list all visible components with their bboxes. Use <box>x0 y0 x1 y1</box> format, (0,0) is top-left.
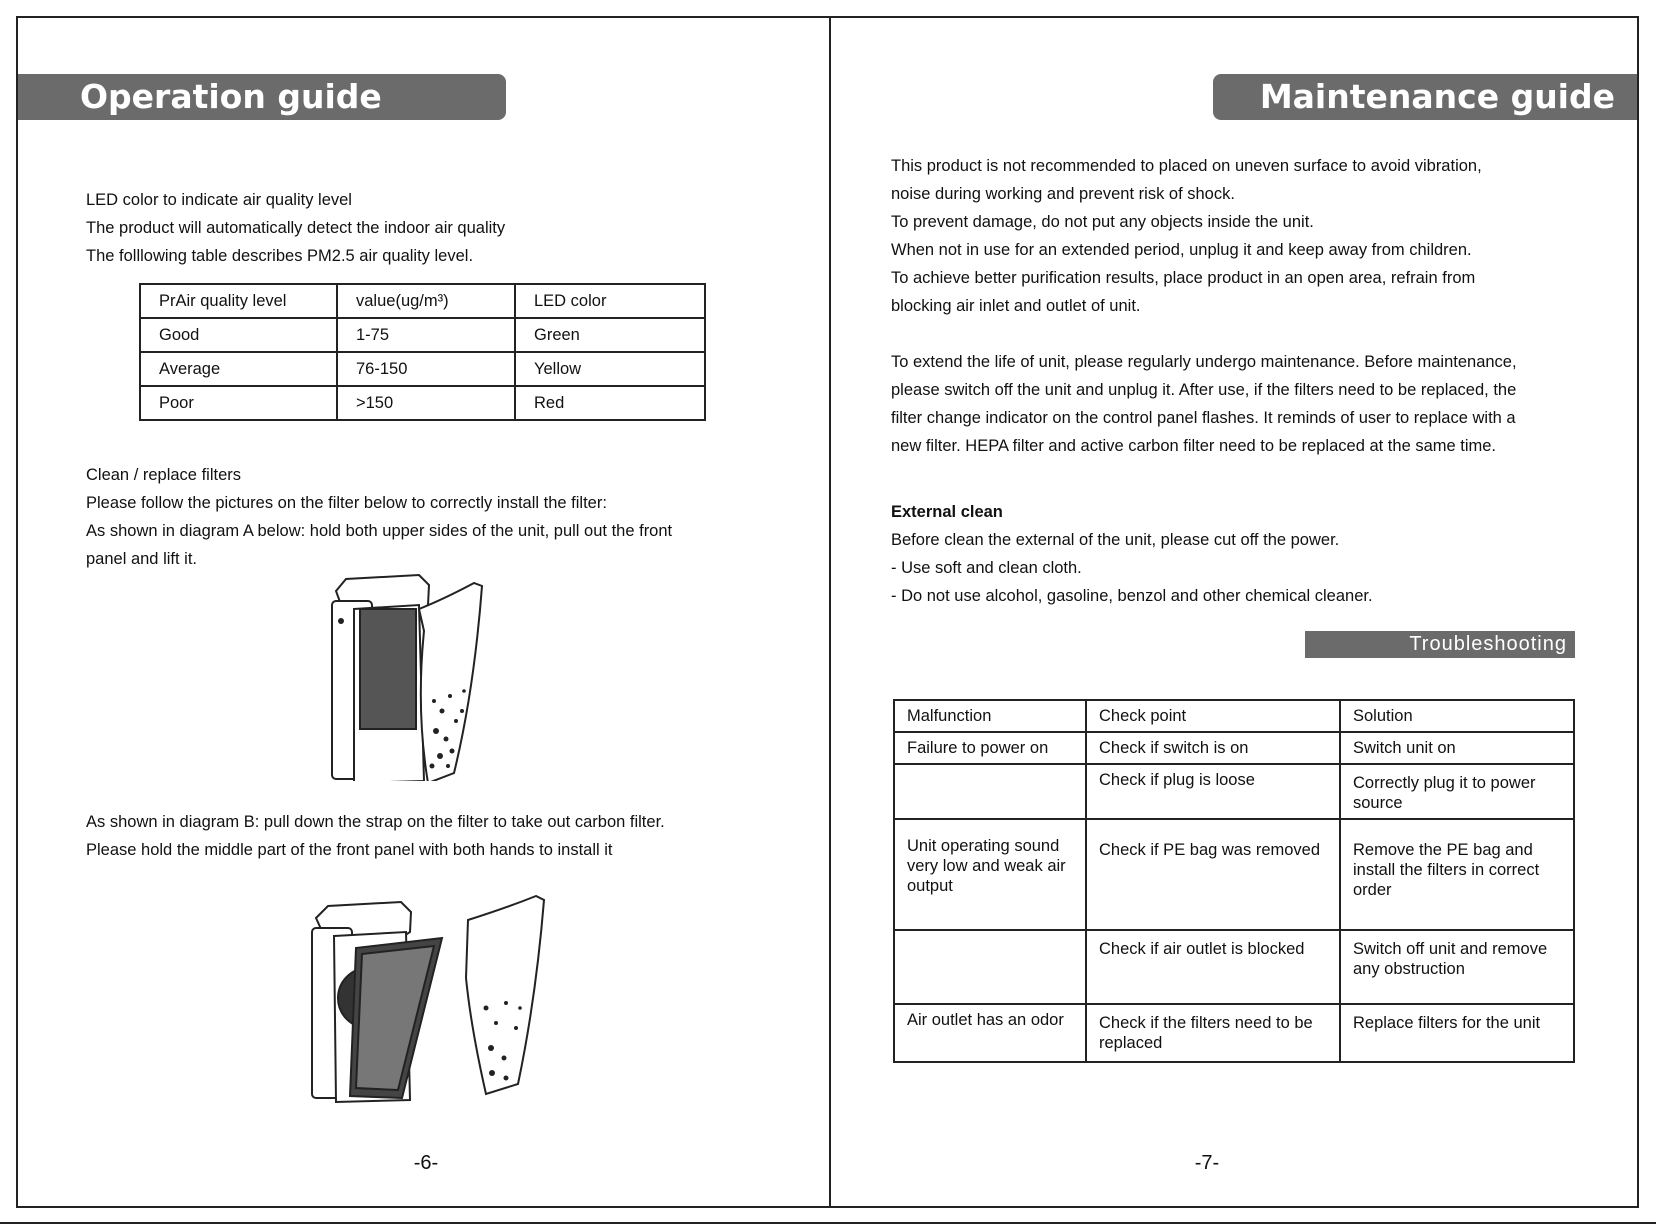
filter-instructions <box>86 461 672 573</box>
table-cell: Check if air outlet is blocked <box>1086 930 1340 1004</box>
table-header-cell: PrAir quality level <box>140 284 337 318</box>
external-clean-line: - Do not use alcohol, gasoline, benzol and other chemical cleaner. <box>891 587 1373 605</box>
table-cell: Poor <box>140 386 337 420</box>
left-page <box>16 16 831 1208</box>
table-cell: Replace filters for the unit <box>1340 1004 1574 1062</box>
maintenance-line: please switch off the unit and unplug it. After use, if the filters need to be replaced, the <box>891 381 1517 399</box>
table-row <box>140 352 705 386</box>
table-cell: Correctly plug it to power source <box>1340 764 1574 819</box>
table-row <box>894 819 1574 930</box>
table-header-cell: LED color <box>515 284 705 318</box>
table-cell: Remove the PE bag and install the filters in correct order <box>1340 819 1574 930</box>
table-cell: >150 <box>337 386 515 420</box>
maintenance-paragraph <box>891 348 1517 460</box>
air-quality-table <box>139 283 706 421</box>
table-cell <box>894 764 1086 819</box>
filter-line: Please follow the pictures on the filter below to correctly install the filter: <box>86 494 607 512</box>
intro-line: blocking air inlet and outlet of unit. <box>891 297 1141 315</box>
diagram-b-instructions <box>86 808 665 864</box>
table-cell <box>894 930 1086 1004</box>
table-row <box>894 1004 1574 1062</box>
table-header-row <box>140 284 705 318</box>
table-row <box>140 318 705 352</box>
external-clean-section <box>891 498 1373 610</box>
intro-line: When not in use for an extended period, unplug it and keep away from children. <box>891 241 1472 259</box>
filter-line: As shown in diagram A below: hold both upper sides of the unit, pull out the front <box>86 522 673 540</box>
table-header-cell: value(ug/m³) <box>337 284 515 318</box>
intro-line: To prevent damage, do not put any objects inside the unit. <box>891 213 1314 231</box>
intro-line: noise during working and prevent risk of shock. <box>891 185 1235 203</box>
table-cell: 76-150 <box>337 352 515 386</box>
table-cell: Yellow <box>515 352 705 386</box>
table-cell: Switch unit on <box>1340 732 1574 764</box>
diagram-b-line: As shown in diagram B: pull down the strap on the filter to take out carbon filter. <box>86 813 665 831</box>
table-row <box>140 386 705 420</box>
maintenance-intro-text <box>891 152 1482 320</box>
external-clean-line: Before clean the external of the unit, please cut off the power. <box>891 531 1340 549</box>
intro-line: The folllowing table describes PM2.5 air quality level. <box>86 247 474 265</box>
table-cell: Unit operating sound very low and weak air output <box>894 819 1086 930</box>
table-cell: Failure to power on <box>894 732 1086 764</box>
table-row <box>894 732 1574 764</box>
table-cell: Check if plug is loose <box>1086 764 1340 819</box>
troubleshooting-tab: Troubleshooting <box>1305 631 1575 658</box>
table-header-cell: Solution <box>1340 700 1574 732</box>
diagram-a-illustration <box>324 561 504 781</box>
maintenance-line: new filter. HEPA filter and active carbon filter need to be replaced at the same time. <box>891 437 1497 455</box>
intro-line: The product will automatically detect the indoor air quality <box>86 219 506 237</box>
intro-line: To achieve better purification results, place product in an open area, refrain from <box>891 269 1476 287</box>
table-cell: Air outlet has an odor <box>894 1004 1086 1062</box>
table-cell: Check if switch is on <box>1086 732 1340 764</box>
table-header-row <box>894 700 1574 732</box>
led-intro-text <box>86 186 505 270</box>
table-cell: Switch off unit and remove any obstruction <box>1340 930 1574 1004</box>
table-cell: Good <box>140 318 337 352</box>
table-cell: Check if PE bag was removed <box>1086 819 1340 930</box>
diagram-b-line: Please hold the middle part of the front panel with both hands to install it <box>86 841 613 859</box>
operation-guide-banner: Operation guide <box>18 74 506 120</box>
maintenance-guide-banner: Maintenance guide <box>1213 74 1637 120</box>
table-header-cell: Check point <box>1086 700 1340 732</box>
table-cell: Average <box>140 352 337 386</box>
table-row <box>894 764 1574 819</box>
table-row <box>894 930 1574 1004</box>
page-number-right: -7- <box>1194 1152 1220 1174</box>
external-clean-heading: External clean <box>891 503 1003 521</box>
table-cell: 1-75 <box>337 318 515 352</box>
right-page <box>829 16 1639 1208</box>
table-cell: Red <box>515 386 705 420</box>
page-number-left: -6- <box>413 1152 439 1174</box>
table-cell: Green <box>515 318 705 352</box>
intro-line: This product is not recommended to placed on uneven surface to avoid vibration, <box>891 157 1482 175</box>
table-header-cell: Malfunction <box>894 700 1086 732</box>
external-clean-line: - Use soft and clean cloth. <box>891 559 1082 577</box>
maintenance-line: To extend the life of unit, please regularly undergo maintenance. Before maintenance, <box>891 353 1517 371</box>
filter-line: Clean / replace filters <box>86 466 241 484</box>
filter-line: panel and lift it. <box>86 550 197 568</box>
table-cell: Check if the filters need to be replaced <box>1086 1004 1340 1062</box>
bottom-rule <box>0 1222 1656 1224</box>
intro-line: LED color to indicate air quality level <box>86 191 352 209</box>
diagram-b-illustration <box>306 888 576 1106</box>
troubleshooting-table <box>893 699 1575 1063</box>
maintenance-line: filter change indicator on the control panel flashes. It reminds of user to replace with a <box>891 409 1516 427</box>
